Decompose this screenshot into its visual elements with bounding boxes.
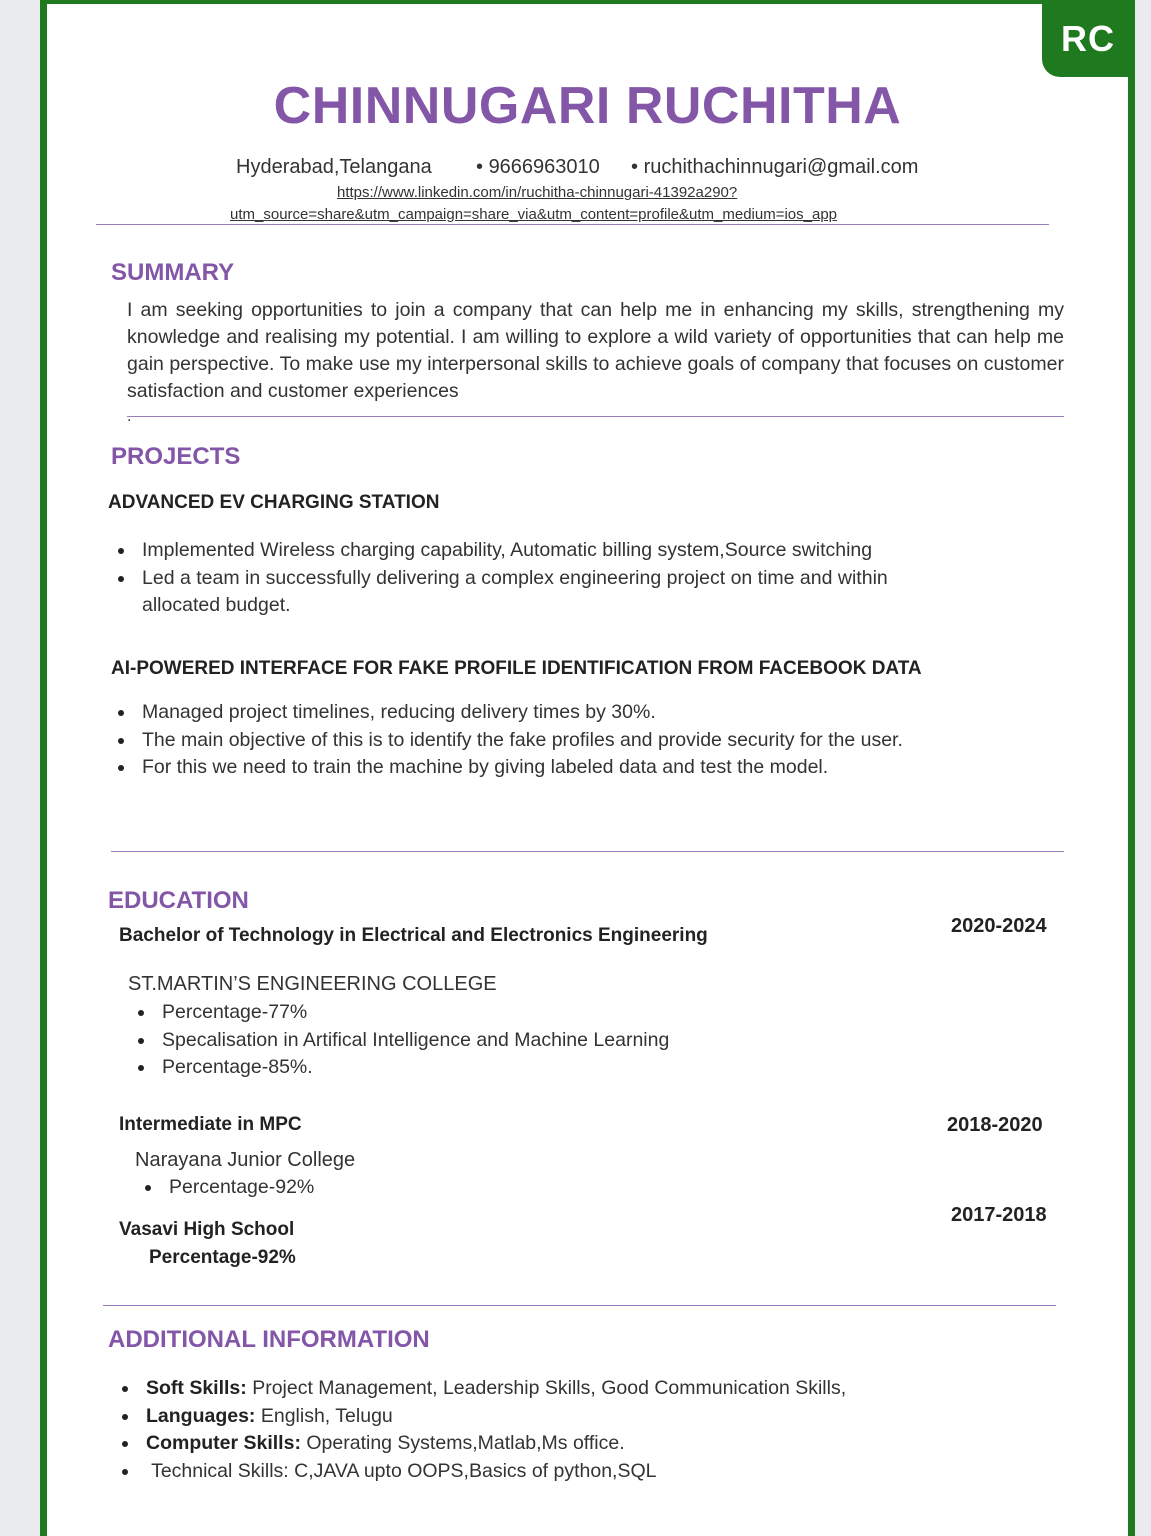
projects-heading: PROJECTS (111, 443, 241, 470)
list-item: Specalisation in Artifical Intelligence and Machine Learning (132, 1027, 832, 1055)
list-item: Percentage-77% (132, 999, 832, 1027)
project-bullets (112, 699, 1072, 782)
list-item: Led a team in successfully delivering a complex engineering project on time and within allocated budget. (112, 565, 992, 620)
soft-skills-value: Project Management, Leadership Skills, Good Communication Skills, (246, 1377, 847, 1399)
candidate-name: CHINNUGARI RUCHITHA (273, 77, 902, 135)
header-divider (96, 224, 1049, 225)
intermediate-title: Intermediate in MPC (119, 1114, 302, 1135)
email-item[interactable]: • ruchithachinnugari@gmail.com (631, 156, 919, 178)
project-title: AI-POWERED INTERFACE FOR FAKE PROFILE IDENTIFICATION FROM FACEBOOK DATA (111, 658, 922, 679)
computer-skills-label: Computer Skills: (146, 1432, 301, 1454)
college-name: ST.MARTIN’S ENGINEERING COLLEGE (128, 973, 497, 995)
list-item (116, 1458, 1016, 1486)
school-date: 2017-2018 (951, 1204, 1047, 1226)
summary-text: I am seeking opportunities to join a company that can help me in enhancing my skills, strengthening my knowledge and realising my potential. I am willing to explore a wild variety of opportunities that can help me gain perspective. To make use my interpersonal skills to achieve goals of company that focuses on customer satisfaction and customer experiences (127, 299, 1064, 402)
degree-title: Bachelor of Technology in Electrical and Electronics Engineering (119, 925, 708, 946)
summary-divider (127, 416, 1064, 417)
list-item: Percentage-92% (139, 1174, 539, 1202)
education-divider (103, 1305, 1056, 1306)
intermediate-bullets (139, 1174, 539, 1202)
additional-heading: ADDITIONAL INFORMATION (108, 1326, 430, 1353)
list-item (116, 1375, 1016, 1403)
summary-heading: SUMMARY (111, 259, 235, 286)
computer-skills-value: Operating Systems,Matlab,Ms office. (300, 1432, 625, 1454)
list-item (116, 1430, 1016, 1458)
college-bullets (132, 999, 832, 1082)
education-heading: EDUCATION (108, 887, 249, 914)
degree-date: 2020-2024 (951, 915, 1047, 937)
linkedin-link-line1[interactable]: https://www.linkedin.com/in/ruchitha-chinnugari-41392a290? (337, 184, 738, 201)
school-title: Vasavi High School (119, 1219, 295, 1240)
intermediate-date: 2018-2020 (947, 1114, 1043, 1136)
phone-text: 9666963010 (488, 156, 600, 178)
list-item: For this we need to train the machine by giving labeled data and test the model. (112, 754, 1072, 782)
list-item (116, 1403, 1016, 1431)
technical-skills-value: Technical Skills: C,JAVA upto OOPS,Basics of python,SQL (146, 1459, 657, 1482)
list-item: The main objective of this is to identify the fake profiles and provide security for the user. (112, 727, 1072, 755)
languages-value: English, Telugu (255, 1404, 393, 1427)
email-text[interactable]: ruchithachinnugari@gmail.com (643, 156, 919, 178)
linkedin-link-line2[interactable]: utm_source=share&utm_campaign=share_via&utm_content=profile&utm_medium=ios_app (230, 206, 838, 223)
list-item: Implemented Wireless charging capability, Automatic billing system,Source switching (112, 537, 992, 565)
initials-badge: RC (1042, 0, 1134, 77)
additional-list (116, 1375, 1016, 1485)
projects-divider (111, 851, 1064, 852)
project-title: ADVANCED EV CHARGING STATION (108, 492, 440, 513)
project-bullets (112, 537, 992, 620)
phone-item: • 9666963010 (476, 156, 600, 178)
intermediate-college: Narayana Junior College (135, 1149, 356, 1171)
location-text: Hyderabad,Telangana (236, 156, 432, 178)
list-item: Managed project timelines, reducing delivery times by 30%. (112, 699, 1072, 727)
summary-dot: . (127, 408, 132, 425)
list-item: Percentage-85%. (132, 1054, 832, 1082)
school-percentage: Percentage-92% (149, 1247, 296, 1268)
languages-label: Languages: (146, 1404, 256, 1427)
soft-skills-label: Soft Skills: (146, 1377, 247, 1399)
